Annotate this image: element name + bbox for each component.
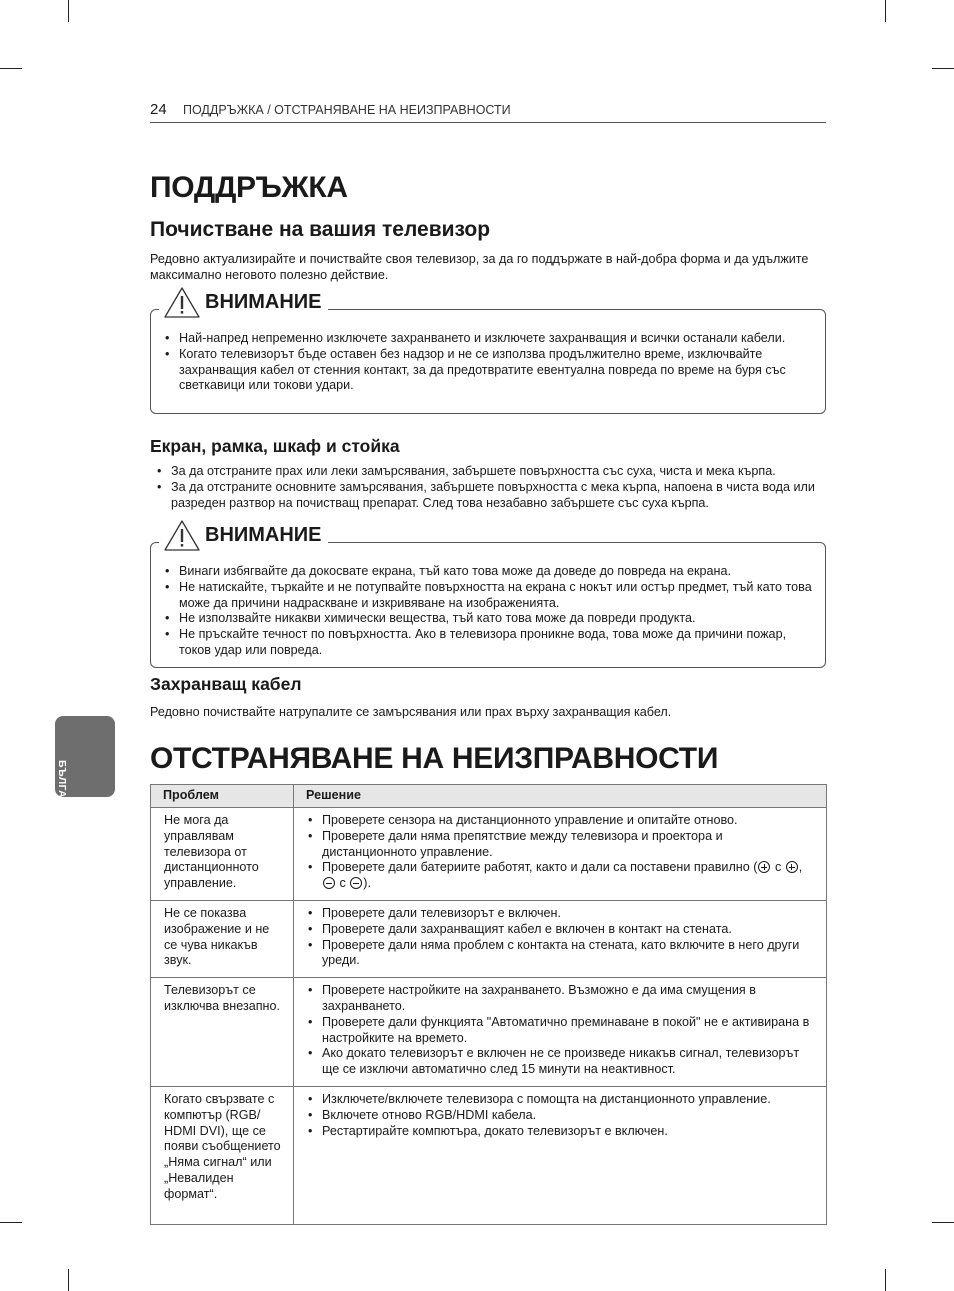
caution-list bbox=[163, 331, 813, 394]
solution-cell bbox=[294, 900, 827, 977]
solution-list bbox=[306, 906, 816, 969]
list-item: • Винаги избягвайте да докосвате екрана, тъй като това може да доведе до повреда на екрана. bbox=[163, 564, 813, 580]
list-item: • За да отстраните основните замърсявания, забършете повърхността с мека кърпа, напоена в чиста вода или разреден разтвор на почистващ препарат. След това незабавно забършете със суха кърпа. bbox=[155, 480, 831, 512]
language-tab-label: БЪЛГАРСКИ bbox=[56, 760, 68, 828]
caution-title: ВНИМАНИЕ bbox=[205, 523, 322, 546]
list-item: • Ако докато телевизорът е включен не се произведе никакъв сигнал, телевизорът ще се изключи автоматично след 15 минути на неактивност. bbox=[306, 1046, 816, 1078]
cable-text: Редовно почиствайте натрупалите се замърсявания или прах върху захранващия кабел. bbox=[150, 705, 672, 719]
warning-icon bbox=[163, 286, 201, 319]
warning-icon bbox=[163, 519, 201, 552]
plus-symbol-icon bbox=[786, 861, 798, 873]
list-item: • Проверете дали телевизорът е включен. bbox=[306, 906, 816, 922]
page-number: 24 bbox=[150, 101, 167, 118]
cable-title: Захранващ кабел bbox=[150, 674, 302, 694]
column-header-solution: Решение bbox=[294, 785, 827, 808]
list-item: • Не пръскайте течност по повърхността. Ако в телевизора проникне вода, това може да причини пожар, токов удар или повреда. bbox=[163, 627, 813, 659]
table-row bbox=[151, 808, 827, 901]
problem-cell: Когато свързвате с компютър (RGB/ HDMI DVI), ще се появи съобщението „Няма сигнал“ или „Невалиден формат“. bbox=[151, 1086, 294, 1224]
solution-cell bbox=[294, 808, 827, 901]
problem-cell: Телевизорът се изключва внезапно. bbox=[151, 978, 294, 1087]
problem-cell: Не се показва изображение и не се чува никакъв звук. bbox=[151, 900, 294, 977]
solution-cell bbox=[294, 1086, 827, 1224]
column-header-problem: Проблем bbox=[151, 785, 294, 808]
solution-list bbox=[306, 1092, 816, 1139]
list-item: • Проверете дали функцията "Автоматично преминаване в покой" не е активирана в настройките на времето. bbox=[306, 1015, 816, 1047]
list-item: • Не натискайте, търкайте и не потупвайте повърхността на екрана с нокът или остър предмет, тъй като това може да причини надраскване и изкривяване на изображенията. bbox=[163, 580, 813, 612]
cleaning-intro: Редовно актуализирайте и почиствайте своя телевизор, за да го поддържате в най-добра форма и да удължите максимално неговото полезно действие. bbox=[150, 252, 809, 282]
battery-text: Проверете дали батериите работят, както и дали са поставени правилно ( bbox=[322, 860, 758, 875]
solution-list bbox=[306, 983, 816, 1078]
crop-mark bbox=[0, 1222, 22, 1223]
crop-mark bbox=[932, 68, 954, 69]
list-item: • Не използвайте никакви химически вещества, тъй като това може да повреди продукта. bbox=[163, 611, 813, 627]
running-title: ПОДДРЪЖКА / ОТСТРАНЯВАНЕ НА НЕИЗПРАВНОСТИ bbox=[183, 103, 511, 117]
list-item: • Проверете дали захранващият кабел е включен в контакт на стената. bbox=[306, 922, 816, 938]
cleaning-title: Почистване на вашия телевизор bbox=[150, 218, 491, 241]
caution-box bbox=[150, 523, 826, 668]
battery-text: , bbox=[798, 860, 803, 875]
list-item bbox=[306, 860, 816, 892]
troubleshooting-title: ОТСТРАНЯВАНЕ НА НЕИЗПРАВНОСТИ bbox=[150, 742, 719, 775]
crop-mark bbox=[885, 1269, 886, 1291]
crop-mark bbox=[932, 1222, 954, 1223]
list-item: • Включете отново RGB/HDMI кабела. bbox=[306, 1108, 816, 1124]
caution-title: ВНИМАНИЕ bbox=[205, 290, 322, 313]
caution-box bbox=[150, 290, 826, 414]
list-item: • Изключете/включете телевизора с помощта на дистанционното управление. bbox=[306, 1092, 816, 1108]
solution-list bbox=[306, 813, 816, 892]
caution-header bbox=[159, 285, 328, 319]
screen-title: Екран, рамка, шкаф и стойка bbox=[150, 436, 400, 456]
list-item: • Проверете дали няма проблем с контакта на стената, като включите в него други уреди. bbox=[306, 938, 816, 970]
problem-cell: Не мога да управлявам телевизора от дистанционното управление. bbox=[151, 808, 294, 901]
table-row bbox=[151, 978, 827, 1087]
list-item: • Когато телевизорът бъде оставен без надзор и не се използва продължително време, изключвайте захранващия кабел от стенния контакт, за да предотвратите евентуална повреда по време на буря със светкавици или токови удари. bbox=[163, 347, 813, 394]
list-item: • Най-напред непременно изключете захранването и изключете захранващия и всички останали кабели. bbox=[163, 331, 813, 347]
maintenance-title: ПОДДРЪЖКА bbox=[150, 171, 348, 204]
troubleshooting-table bbox=[150, 784, 827, 1225]
table-row bbox=[151, 900, 827, 977]
table-row bbox=[151, 1086, 827, 1224]
caution-list bbox=[163, 564, 813, 659]
list-item: • Проверете сензора на дистанционното управление и опитайте отново. bbox=[306, 813, 816, 829]
solution-cell bbox=[294, 978, 827, 1087]
crop-mark bbox=[0, 68, 22, 69]
table-header-row bbox=[151, 785, 827, 808]
minus-symbol-icon bbox=[350, 877, 362, 889]
battery-text: ). bbox=[363, 876, 371, 891]
crop-mark bbox=[68, 0, 69, 22]
list-item: • Проверете настройките на захранването. Възможно е да има смущения в захранването. bbox=[306, 983, 816, 1015]
minus-symbol-icon bbox=[323, 877, 335, 889]
list-item: • За да отстраните прах или леки замърсявания, забършете повърхността със суха, чиста и мека кърпа. bbox=[155, 464, 831, 480]
battery-text: с bbox=[336, 876, 350, 891]
crop-mark bbox=[885, 0, 886, 22]
list-item: • Проверете дали няма препятствие между телевизора и проектора и дистанционното управление. bbox=[306, 829, 816, 861]
running-header bbox=[150, 101, 826, 123]
caution-header bbox=[159, 518, 328, 552]
list-item: • Рестартирайте компютъра, докато телевизорът е включен. bbox=[306, 1124, 816, 1140]
crop-mark bbox=[68, 1269, 69, 1291]
screen-list bbox=[155, 464, 831, 511]
plus-symbol-icon bbox=[758, 861, 770, 873]
battery-text: с bbox=[771, 860, 785, 875]
